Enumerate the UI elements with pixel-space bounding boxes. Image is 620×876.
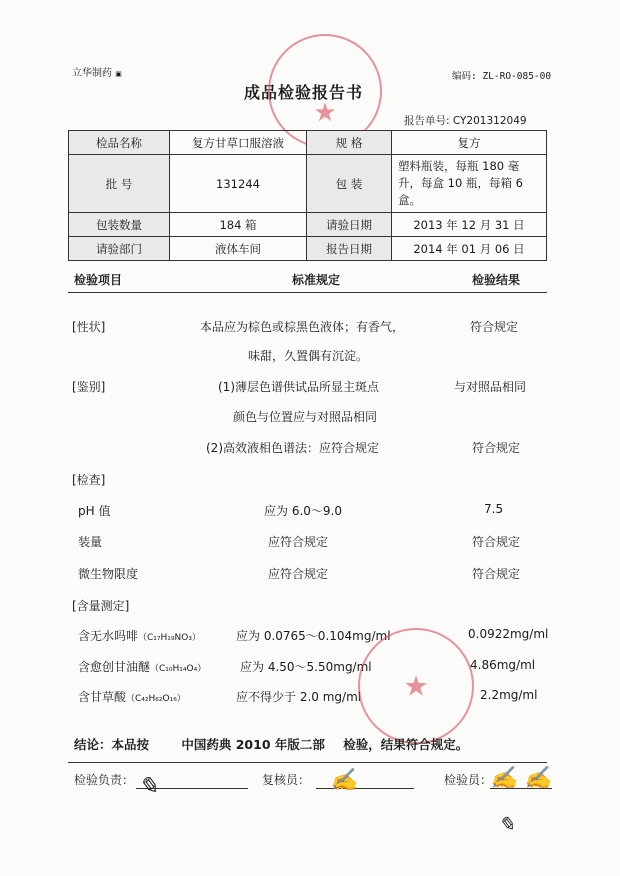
table-cell: 请验日期 — [307, 213, 392, 237]
seal-star-icon: ★ — [313, 98, 337, 128]
inspection-standard-ph: 应为 6.0～9.0 — [264, 504, 342, 518]
inspection-name-volume: 装量 — [78, 535, 103, 549]
column-header-standard: 标准规定 — [292, 273, 341, 287]
appearance-standard-line1: 本品应为棕色或棕黑色液体；有香气， — [200, 320, 405, 334]
table-cell: 报告日期 — [307, 237, 392, 261]
table-cell: 复方甘草口服溶液 — [170, 131, 307, 155]
table-cell: 检品名称 — [69, 131, 170, 155]
identification-result2: 符合规定 — [472, 441, 521, 455]
page-title: 成品检验报告书 — [244, 83, 364, 102]
table-cell: 规 格 — [307, 131, 392, 155]
identification-result1: 与对照品相同 — [454, 380, 527, 394]
inspector-label: 检验员： — [444, 773, 493, 787]
assay-result-glycyrrhizic: 2.2mg/ml — [480, 688, 538, 702]
table-row — [69, 155, 547, 213]
table-cell: 液体车间 — [170, 237, 307, 261]
seal-star-icon: ★ — [403, 669, 429, 703]
table-cell: 2013 年 12 月 31 日 — [392, 213, 547, 237]
assay-name-text: 含愈创甘油醚 — [78, 660, 151, 674]
table-cell: 131244 — [170, 155, 307, 213]
identification-line1: (1)薄层色谱供试品所显主斑点 — [218, 380, 379, 394]
appearance-result: 符合规定 — [470, 320, 519, 334]
appearance-standard-line2: 味甜，久置偶有沉淀。 — [248, 349, 369, 363]
inspection-result-ph: 7.5 — [484, 502, 504, 516]
header-divider — [68, 292, 547, 293]
table-cell: 请验部门 — [69, 237, 170, 261]
inspection-seal — [358, 628, 474, 744]
section-assay-label: [含量测定] — [72, 599, 130, 613]
inspection-standard-volume: 应符合规定 — [268, 535, 329, 549]
column-header-result: 检验结果 — [472, 273, 521, 287]
table-cell: 包 装 — [307, 155, 392, 213]
inspection-result-volume: 符合规定 — [472, 535, 521, 549]
assay-result-morphine: 0.0922mg/ml — [468, 627, 549, 641]
conclusion-prefix: 结论：本品按 — [74, 737, 150, 752]
conclusion-divider — [68, 762, 547, 763]
table-cell: 184 箱 — [170, 213, 307, 237]
section-inspection-label: [检查] — [72, 473, 106, 487]
assay-standard-morphine: 应为 0.0765～0.104mg/ml — [236, 629, 391, 643]
company-logo — [72, 64, 122, 79]
table-cell: 2014 年 01 月 06 日 — [392, 237, 547, 261]
section-appearance-label: [性状] — [72, 320, 106, 334]
table-row — [69, 213, 547, 237]
report-number: 报告单号: CY201312049 — [404, 115, 527, 127]
inspection-standard-microbial: 应符合规定 — [268, 567, 329, 581]
reviewer-signature: ✍ — [330, 768, 358, 793]
logo-mark-icon: ▣ — [115, 70, 122, 78]
responsible-label: 检验负责： — [74, 773, 135, 787]
table-row — [69, 131, 547, 155]
inspection-result-microbial: 符合规定 — [472, 567, 521, 581]
identification-line2: 颜色与位置应与对照品相同 — [233, 410, 378, 424]
assay-name-morphine — [78, 627, 201, 644]
inspector-signature: ✍ ✍ — [490, 766, 552, 791]
assay-name-text: 含甘草酸 — [78, 690, 127, 704]
assay-name-glycyrrhizic — [78, 688, 186, 705]
assay-name-guaifenesin — [78, 658, 206, 675]
table-row — [69, 237, 547, 261]
assay-result-guaifenesin: 4.86mg/ml — [470, 658, 536, 672]
assay-standard-glycyrrhizic: 应不得少于 2.0 mg/ml — [236, 690, 362, 704]
identification-line3: (2)高效液相色谱法：应符合规定 — [206, 441, 379, 455]
conclusion-suffix: 检验，结果符合规定。 — [343, 737, 469, 752]
reviewer-label: 复核员： — [262, 773, 311, 787]
table-cell: 复方 — [392, 131, 547, 155]
inspection-name-microbial: 微生物限度 — [78, 567, 139, 581]
conclusion-reference: 中国药典 2010 年版二部 — [181, 737, 325, 752]
document-code: 编码: ZL-RO-085-00 — [452, 71, 552, 82]
section-identification-label: [鉴别] — [72, 380, 106, 394]
assay-formula: （C₁₇H₁₉NO₃） — [138, 633, 201, 643]
product-info-table — [68, 130, 547, 261]
assay-name-text: 含无水吗啡 — [78, 629, 139, 643]
assay-formula: （C₄₂H₆₂O₁₆） — [126, 694, 186, 704]
assay-standard-guaifenesin: 应为 4.50～5.50mg/ml — [240, 660, 372, 674]
table-cell: 批 号 — [69, 155, 170, 213]
assay-formula: （C₁₀H₁₄O₄） — [150, 664, 207, 674]
conclusion — [74, 735, 468, 753]
logo-text: 立华制药 — [72, 68, 112, 79]
inspection-name-ph: pH 值 — [78, 504, 111, 518]
column-header-item: 检验项目 — [74, 273, 123, 287]
table-cell: 包装数量 — [69, 213, 170, 237]
table-cell: 塑料瓶装，每瓶 180 毫升，每盒 10 瓶，每箱 6 盒。 — [392, 155, 547, 213]
responsible-signature: ✎ — [138, 772, 159, 800]
inspector-signature-2: ✎ — [498, 812, 515, 836]
